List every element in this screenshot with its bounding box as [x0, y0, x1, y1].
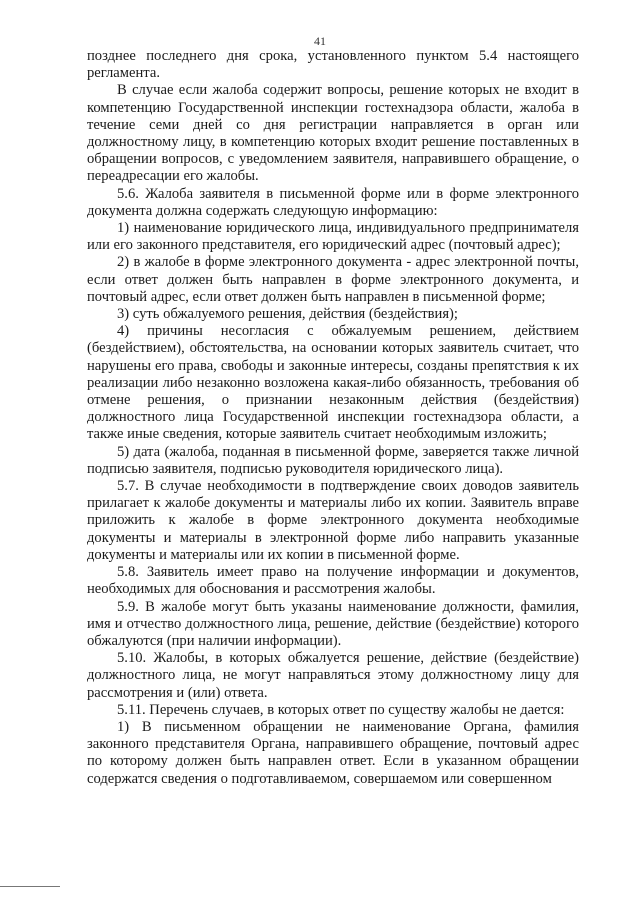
paragraph: позднее последнего дня срока, установленного пунктом 5.4 настоящего регламента.	[87, 48, 579, 82]
paragraph: 5.10. Жалобы, в которых обжалуется решение, действие (бездействие) должностного лица, не могут направляться этому должностному лицу для рассмотрения и (или) ответа.	[87, 650, 579, 701]
list-item: 4) причины несогласия с обжалуемым решением, действием (бездействием), обстоятельства, на основании которых заявитель считает, что нарушены его права, свободы и законные интересы, созданы препятствия к их реализации либо незаконно возложена какая-либо обязанность, требования об отмене решения, о признании незаконным действия (бездействия) должностного лица Государственной инспекции гостехнадзора области, а также иные сведения, которые заявитель считает необходимым изложить;	[87, 323, 579, 443]
paragraph: 5.11. Перечень случаев, в которых ответ по существу жалобы не дается:	[117, 701, 565, 718]
paragraph: 5.9. В жалобе могут быть указаны наименование должности, фамилия, имя и отчество должностного лица, решение, действие (бездействие) которого обжалуются (при наличии информации).	[87, 598, 579, 649]
list-item: 1) наименование юридического лица, индивидуального предпринимателя или его законного представителя, его юридический адрес (почтовый адрес);	[87, 220, 579, 254]
document-body	[87, 48, 579, 788]
list-item: 1) В письменном обращении не наименование Органа, фамилия законного представителя Органа, направившего обращение, почтовый адрес по которому должен быть направлен ответ. Если в указанном обращении содержатся сведения о подготавливаемом, совершаемом или совершенном	[87, 718, 579, 787]
paragraph: В случае если жалоба содержит вопросы, решение которых не входит в компетенцию Государственной инспекции гостехнадзора области, жалоба в течение семи дней со дня регистрации направляется в орган или должностному лицу, в компетенцию которых входит решение поставленных в обращении вопросов, с уведомлением заявителя, направившего обращение, о переадресации его жалобы.	[87, 82, 579, 185]
paragraph: 5.8. Заявитель имеет право на получение информации и документов, необходимых для обоснования и рассмотрения жалобы.	[87, 564, 579, 598]
list-item: 2) в жалобе в форме электронного документа - адрес электронной почты, если ответ должен быть направлен в форме электронного документа, и почтовый адрес, если ответ должен быть направлен в письменной форме;	[87, 254, 579, 305]
list-item: 3) суть обжалуемого решения, действия (бездействия);	[117, 306, 458, 323]
paragraph: 5.6. Жалоба заявителя в письменной форме или в форме электронного документа должна содержать следующую информацию:	[87, 185, 579, 219]
scan-edge-divider	[0, 886, 60, 887]
list-item: 5) дата (жалоба, поданная в письменной форме, заверяется также личной подписью заявителя, подписью руководителя юридического лица).	[87, 443, 579, 477]
paragraph: 5.7. В случае необходимости в подтверждение своих доводов заявитель прилагает к жалобе документы и материалы либо их копии. Заявитель вправе приложить к жалобе в форме электронного документа необходимые документы и материалы в электронной форме либо направить указанные документы и материалы или их копии в письменной форме.	[87, 478, 579, 563]
page-number: 41	[314, 34, 326, 48]
